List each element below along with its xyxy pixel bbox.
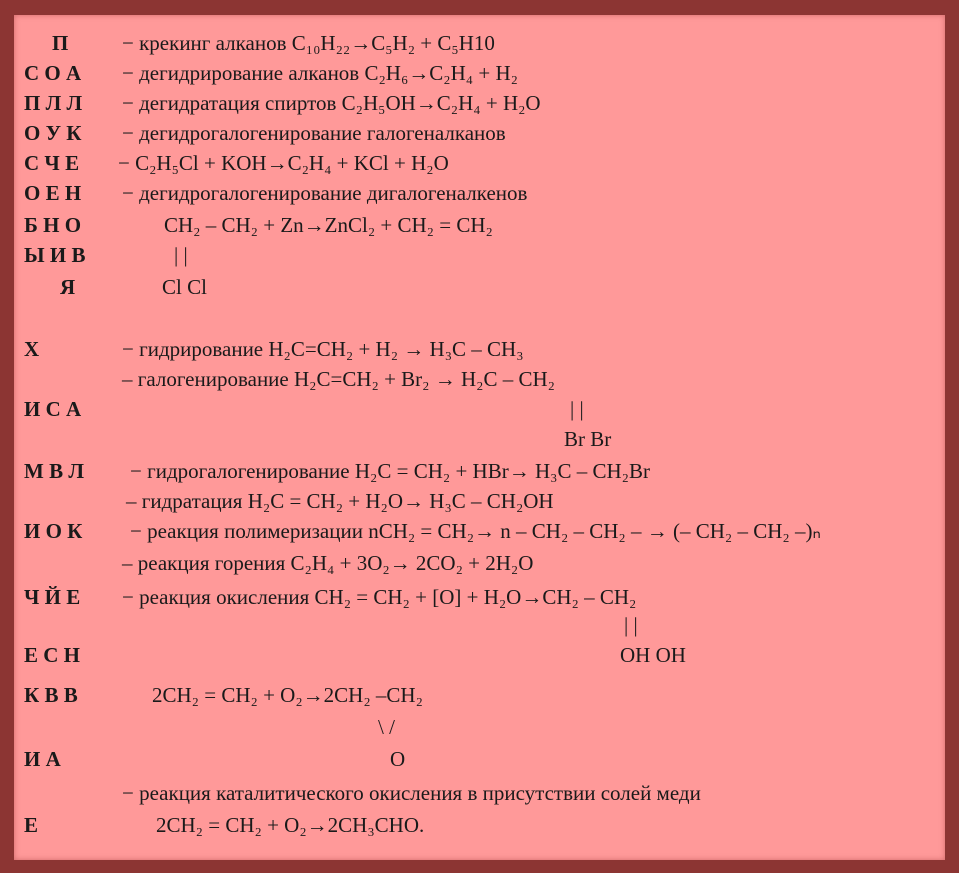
text-line-4: − дегидрогалогенирование галогеналканов bbox=[122, 121, 506, 145]
letters-line-21: К В В bbox=[24, 683, 78, 707]
letters-line-10: Х bbox=[24, 337, 40, 361]
text-line-5: − C₂H₅Cl + KOH→C₂H₄ + KCl + H₂O bbox=[118, 151, 449, 175]
letters-line-25: Е bbox=[24, 813, 39, 837]
text-line-16: − реакция полимеризации nCH₂ = CH₂→ n – CH₂ – CH₂ – → (– CH₂ – CH₂ –)ₙ bbox=[130, 519, 821, 543]
letters-line-8: Ы И В bbox=[24, 243, 86, 267]
text-line-11: – галогенирование H₂C=CH₂ + Br₂ → H₂C – CH₂ bbox=[122, 367, 555, 391]
letters-line-4: О У К bbox=[24, 121, 82, 145]
text-line-20: OH OH bbox=[620, 643, 686, 667]
letters-line-6: О Е Н bbox=[24, 181, 82, 205]
content-panel bbox=[14, 15, 945, 860]
text-line-19: | | bbox=[624, 613, 638, 637]
letters-line-12: И С А bbox=[24, 397, 82, 421]
letters-line-14: М В Л bbox=[24, 459, 84, 483]
letters-line-5: С Ч Е bbox=[24, 151, 80, 175]
letters-line-3: П Л Л bbox=[24, 91, 83, 115]
letters-line-16: И О К bbox=[24, 519, 83, 543]
letters-line-1: П bbox=[52, 31, 69, 55]
text-line-14: − гидрогалогенирование H₂C = CH₂ + HBr→ H₃C – CH₂Br bbox=[130, 459, 650, 483]
text-line-2: − дегидрирование алканов C₂H₆→C₂H₄ + H₂ bbox=[122, 61, 518, 85]
text-line-23: O bbox=[390, 747, 406, 771]
text-line-3: − дегидратация спиртов C₂H₅OH→C₂H₄ + H₂O bbox=[122, 91, 541, 115]
letters-line-2: С О А bbox=[24, 61, 82, 85]
text-line-15: – гидратация H₂C = CH₂ + H₂O→ H₃C – CH₂OH bbox=[126, 489, 554, 513]
text-line-17: – реакция горения C₂H₄ + 3O₂→ 2CO₂ + 2H₂O bbox=[122, 551, 534, 575]
text-line-8: | | bbox=[174, 243, 188, 267]
text-line-10: − гидрирование H₂C=CH₂ + H₂ → H₃C – CH₃ bbox=[122, 337, 524, 361]
letters-line-7: Б Н О bbox=[24, 213, 82, 237]
text-line-6: − дегидрогалогенирование дигалогеналкенов bbox=[122, 181, 528, 205]
text-line-13: Br Br bbox=[564, 427, 612, 451]
text-line-24: − реакция каталитического окисления в присутствии солей меди bbox=[122, 781, 701, 805]
letters-line-9: Я bbox=[60, 275, 76, 299]
text-line-25: 2CH₂ = CH₂ + O₂→2CH₃CHO. bbox=[156, 813, 425, 837]
letters-line-18: Ч Й Е bbox=[24, 585, 81, 609]
letters-line-20: Е С Н bbox=[24, 643, 81, 667]
text-line-21: 2CH₂ = CH₂ + O₂→2CH₂ –CH₂ bbox=[152, 683, 423, 707]
text-line-12: | | bbox=[570, 397, 584, 421]
text-line-1: − крекинг алканов C₁₀H₂₂→C₅H₂ + C₅H10 bbox=[122, 31, 495, 55]
text-line-18: − реакция окисления CH₂ = CH₂ + [O] + H₂O→CH₂ – CH₂ bbox=[122, 585, 637, 609]
text-line-9: Cl Cl bbox=[162, 275, 207, 299]
text-line-7: CH₂ – CH₂ + Zn→ZnCl₂ + CH₂ = CH₂ bbox=[164, 213, 493, 237]
text-line-22: \ / bbox=[378, 715, 395, 739]
letters-line-23: И А bbox=[24, 747, 61, 771]
